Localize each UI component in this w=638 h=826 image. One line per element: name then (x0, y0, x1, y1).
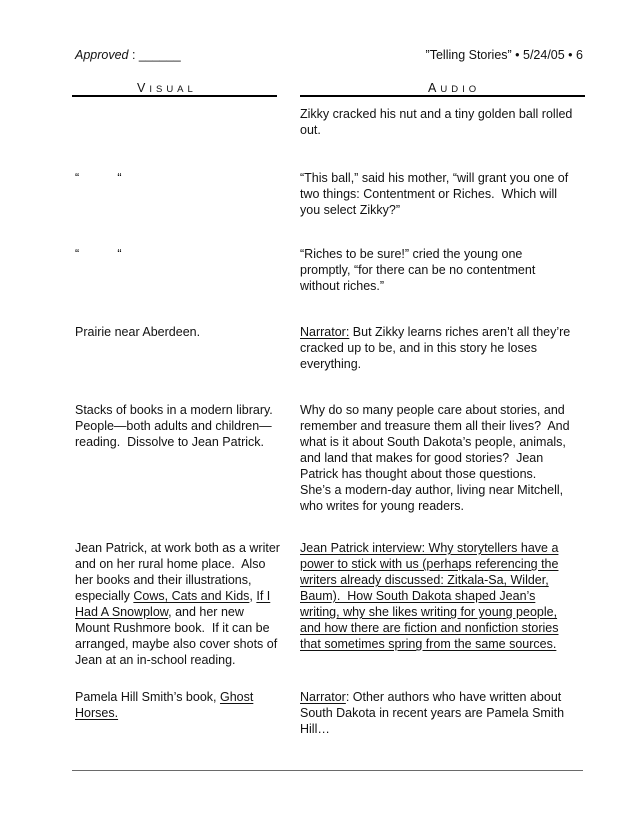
text-run: cracked up to be, and in this story he loses (300, 341, 537, 355)
audio-cell (300, 106, 590, 138)
footer-divider (72, 770, 583, 771)
audio-text-line (300, 324, 590, 340)
visual-text-line (75, 636, 285, 652)
audio-column-heading: AUDIO (428, 81, 481, 95)
approved-blank: : ______ (128, 48, 181, 62)
text-run: “This ball,” said his mother, “will grant you one of (300, 171, 569, 185)
audio-text-line (300, 556, 590, 572)
audio-text-line (300, 540, 590, 556)
text-run: who writes for young readers. (300, 499, 464, 513)
visual-text-line (75, 705, 285, 721)
visual-text-line (75, 434, 285, 450)
visual-cell (75, 246, 285, 262)
text-run: : Other authors who have written about (345, 690, 562, 704)
text-run: People—both adults and children— (75, 419, 272, 433)
text-run: especially (75, 589, 134, 603)
text-run: Prairie near Aberdeen. (75, 325, 201, 339)
text-run: and land that makes for good stories? Jean (300, 451, 544, 465)
underlined-text: writers already discussed: Zitkala-Sa, Wilder, (300, 573, 549, 587)
audio-text-line (300, 705, 590, 721)
underlined-text: power to stick with us (perhaps referencing the (300, 557, 559, 571)
visual-text-line (75, 588, 285, 604)
visual-text-line (75, 572, 285, 588)
audio-text-line (300, 356, 590, 372)
audio-text-line (300, 418, 590, 434)
audio-text-line (300, 636, 590, 652)
audio-cell (300, 170, 590, 218)
audio-text-line (300, 604, 590, 620)
audio-text-line (300, 450, 590, 466)
text-run: two things: Contentment or Riches. Which will (300, 187, 558, 201)
audio-cell (300, 402, 590, 514)
audio-cell (300, 324, 590, 372)
visual-text-line (75, 402, 285, 418)
text-run: Zikky cracked his nut and a tiny golden ball rolled (300, 107, 573, 121)
visual-text-line (75, 556, 285, 572)
audio-text-line (300, 620, 590, 636)
text-run: She’s a modern-day author, living near Mitchell, (300, 483, 564, 497)
text-run: South Dakota in recent years are Pamela Smith (300, 706, 565, 720)
approved-label: Approved (75, 48, 129, 62)
visual-text-line (75, 652, 285, 668)
underlined-text: Cows, Cats and Kids (133, 589, 250, 603)
visual-cell (75, 540, 285, 668)
text-run: , and her new (168, 605, 244, 619)
text-run: “Riches to be sure!” cried the young one (300, 247, 523, 261)
audio-text-line (300, 498, 590, 514)
text-run: remember and treasure them all their lives? And (300, 419, 570, 433)
text-run: out. (300, 123, 321, 137)
underlined-text: Narrator (300, 690, 346, 704)
audio-text-line (300, 122, 590, 138)
text-run: Why do so many people care about stories, and (300, 403, 565, 417)
audio-text-line (300, 202, 590, 218)
underlined-text: and how there are fiction and nonfiction stories (300, 621, 559, 635)
audio-text-line (300, 466, 590, 482)
text-run: without riches.” (300, 279, 385, 293)
page-header-info: ”Telling Stories” • 5/24/05 • 6 (425, 48, 583, 62)
text-run: “ “ (75, 171, 122, 185)
audio-text-line (300, 262, 590, 278)
underlined-text: Baum). How South Dakota shaped Jean’s (300, 589, 536, 603)
audio-cell (300, 540, 590, 652)
text-run: Jean at an in-school reading. (75, 653, 236, 667)
visual-text-line (75, 246, 285, 262)
underlined-text: that sometimes spring from the same sources. (300, 637, 557, 651)
underlined-text: Narrator: (300, 325, 350, 339)
audio-text-line (300, 278, 590, 294)
audio-text-line (300, 434, 590, 450)
text-run: Hill… (300, 722, 330, 736)
visual-cell (75, 689, 285, 721)
text-run: , (249, 589, 257, 603)
audio-text-line (300, 482, 590, 498)
underlined-text: Horses. (75, 706, 119, 720)
visual-text-line (75, 418, 285, 434)
text-run: But Zikky learns riches aren’t all they’re (349, 325, 571, 339)
audio-text-line (300, 106, 590, 122)
text-run: her books and their illustrations, (75, 573, 252, 587)
visual-cell (75, 170, 285, 186)
text-run: arranged, maybe also cover shots of (75, 637, 278, 651)
visual-text-line (75, 324, 285, 340)
visual-text-line (75, 170, 285, 186)
audio-cell (300, 246, 590, 294)
audio-text-line (300, 588, 590, 604)
visual-cell (75, 324, 285, 340)
visual-text-line (75, 540, 285, 556)
text-run: Mount Rushmore book. If it can be (75, 621, 270, 635)
visual-text-line (75, 604, 285, 620)
text-run: you select Zikky?” (300, 203, 401, 217)
audio-text-line (300, 340, 590, 356)
text-run: everything. (300, 357, 362, 371)
text-run: Patrick has thought about those questions. (300, 467, 537, 481)
text-run: what is it about South Dakota’s people, animals, (300, 435, 566, 449)
underlined-text: writing, why she likes writing for young people, (300, 605, 558, 619)
text-run: Jean Patrick, at work both as a writer (75, 541, 280, 555)
audio-text-line (300, 170, 590, 186)
text-run: and on her rural home place. Also (75, 557, 266, 571)
text-run: promptly, “for there can be no contentment (300, 263, 536, 277)
audio-cell (300, 689, 590, 737)
text-run: Stacks of books in a modern library. (75, 403, 273, 417)
audio-text-line (300, 689, 590, 705)
underlined-text: Had A Snowplow (75, 605, 169, 619)
text-run: reading. Dissolve to Jean Patrick. (75, 435, 264, 449)
visual-cell (75, 402, 285, 450)
audio-text-line (300, 186, 590, 202)
text-run: Pamela Hill Smith’s book, (75, 690, 220, 704)
audio-text-line (300, 402, 590, 418)
underlined-text: Jean Patrick interview: Why storytellers have a (300, 541, 559, 555)
visual-text-line (75, 689, 285, 705)
audio-text-line (300, 721, 590, 737)
underlined-text: Ghost (219, 690, 254, 704)
visual-column-heading: VISUAL (137, 81, 197, 95)
visual-text-line (75, 620, 285, 636)
text-run: “ “ (75, 247, 122, 261)
underlined-text: If I (256, 589, 271, 603)
audio-text-line (300, 572, 590, 588)
audio-text-line (300, 246, 590, 262)
